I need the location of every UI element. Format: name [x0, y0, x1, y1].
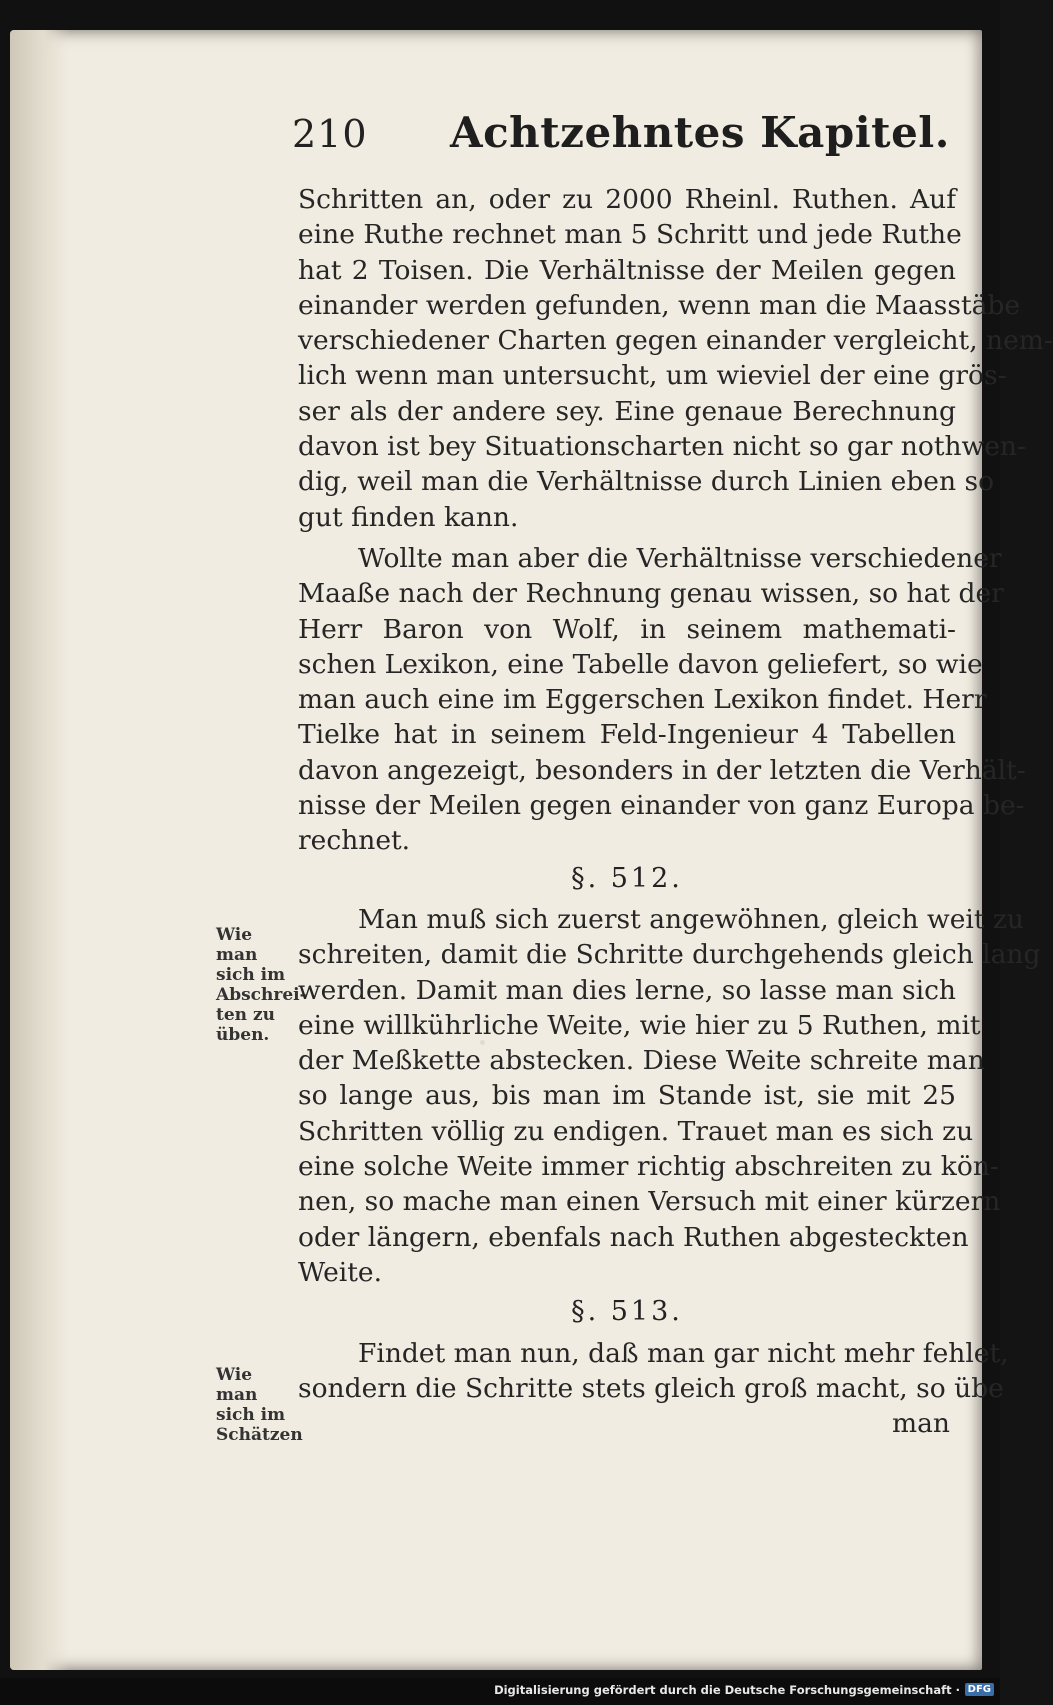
- text-line: Maaße nach der Rechnung genau wissen, so hat der: [298, 578, 1004, 610]
- footer-strip: [0, 1678, 1000, 1705]
- margin-note-line: üben.: [216, 1025, 270, 1045]
- text-line: davon ist bey Situationscharten nicht so gar nothwen-: [298, 431, 1026, 463]
- text-line: dig, weil man die Verhältnisse durch Linien eben so: [298, 466, 995, 498]
- text-line: eine solche Weite immer richtig abschreiten zu kön-: [298, 1151, 999, 1183]
- page-gutter-shadow: [10, 30, 70, 1670]
- text-line: einander werden gefunden, wenn man die Maasstäbe: [298, 289, 1021, 321]
- text-line: nisse der Meilen gegen einander von ganz Europa be-: [298, 790, 1025, 822]
- page-header: [10, 108, 982, 172]
- text-line: Herr Baron von Wolf, in seinem mathemati-: [298, 613, 956, 645]
- text-line: sondern die Schritte stets gleich groß macht, so übe: [298, 1372, 1004, 1404]
- text-line: Man muß sich zuerst angewöhnen, gleich weit zu: [358, 903, 1024, 935]
- text-line: oder längern, ebenfals nach Ruthen abgesteckten: [298, 1221, 969, 1253]
- text-line: Schritten an, oder zu 2000 Rheinl. Ruthen. Auf: [298, 184, 956, 215]
- margin-note-line: Wie man: [216, 925, 258, 965]
- text-line: so lange aus, bis man im Stande ist, sie mit 25: [298, 1080, 956, 1112]
- text-line: Wollte man aber die Verhältnisse verschiedener: [358, 542, 1002, 574]
- funding-credit: Digitalisierung gefördert durch die Deutsche Forschungsgemeinschaft ·: [494, 1683, 960, 1697]
- margin-note-513: [216, 1365, 303, 1445]
- margin-note-line: Schätzen: [216, 1425, 303, 1445]
- text-line: schen Lexikon, eine Tabelle davon geliefert, so wie: [298, 648, 983, 680]
- text-line: Findet man nun, daß man gar nicht mehr fehlet,: [358, 1337, 1009, 1369]
- margin-note-512: [216, 925, 307, 1045]
- catchword: man: [892, 1408, 950, 1440]
- book-page: [10, 30, 1053, 1670]
- text-line: rechnet.: [298, 825, 411, 857]
- text-line: Weite.: [298, 1256, 382, 1288]
- text-line: davon angezeigt, besonders in der letzten die Verhält-: [298, 754, 1026, 786]
- paragraph-4: [298, 1336, 1009, 1407]
- margin-note-line: Abschrei-: [216, 985, 307, 1005]
- body-text: [298, 182, 1053, 1441]
- running-title: Achtzehntes Kapitel.: [450, 108, 950, 157]
- margin-note-line: sich im: [216, 965, 286, 985]
- text-line: schreiten, damit die Schritte durchgehends gleich lang: [298, 939, 1041, 971]
- paragraph-3: [298, 902, 1041, 1290]
- text-line: ser als der andere sey. Eine genaue Berechnung: [298, 395, 956, 427]
- margin-note-line: Wie man: [216, 1365, 258, 1405]
- margin-note-line: sich im: [216, 1405, 286, 1425]
- text-line: verschiedener Charten gegen einander vergleicht, nem-: [298, 325, 1053, 357]
- page-number: 210: [292, 112, 368, 156]
- text-line: Schritten völlig zu endigen. Trauet man es sich zu: [298, 1115, 974, 1147]
- text-line: lich wenn man untersucht, um wieviel der eine grös-: [298, 360, 1007, 392]
- text-line: eine Ruthe rechnet man 5 Schritt und jede Ruthe: [298, 219, 962, 251]
- text-line: man auch eine im Eggerschen Lexikon findet. Herr: [298, 684, 987, 716]
- text-line: hat 2 Toisen. Die Verhältnisse der Meilen gegen: [298, 254, 956, 286]
- text-line: nen, so mache man einen Versuch mit einer kürzern: [298, 1186, 1001, 1218]
- section-heading-512: §. 512.: [571, 862, 683, 894]
- text-line: eine willkührliche Weite, wie hier zu 5 Ruthen, mit: [298, 1009, 981, 1041]
- text-line: gut finden kann.: [298, 501, 519, 533]
- section-heading-513: §. 513.: [571, 1296, 683, 1328]
- margin-note-line: ten zu: [216, 1005, 275, 1025]
- paragraph-1: [298, 182, 1053, 535]
- text-line: Tielke hat in seinem Feld-Ingenieur 4 Tabellen: [298, 719, 956, 751]
- text-line: der Meßkette abstecken. Diese Weite schreite man: [298, 1045, 985, 1077]
- text-line: werden. Damit man dies lerne, so lasse man sich: [298, 974, 956, 1006]
- dfg-logo: DFG: [965, 1683, 994, 1696]
- paragraph-2: [298, 541, 1026, 859]
